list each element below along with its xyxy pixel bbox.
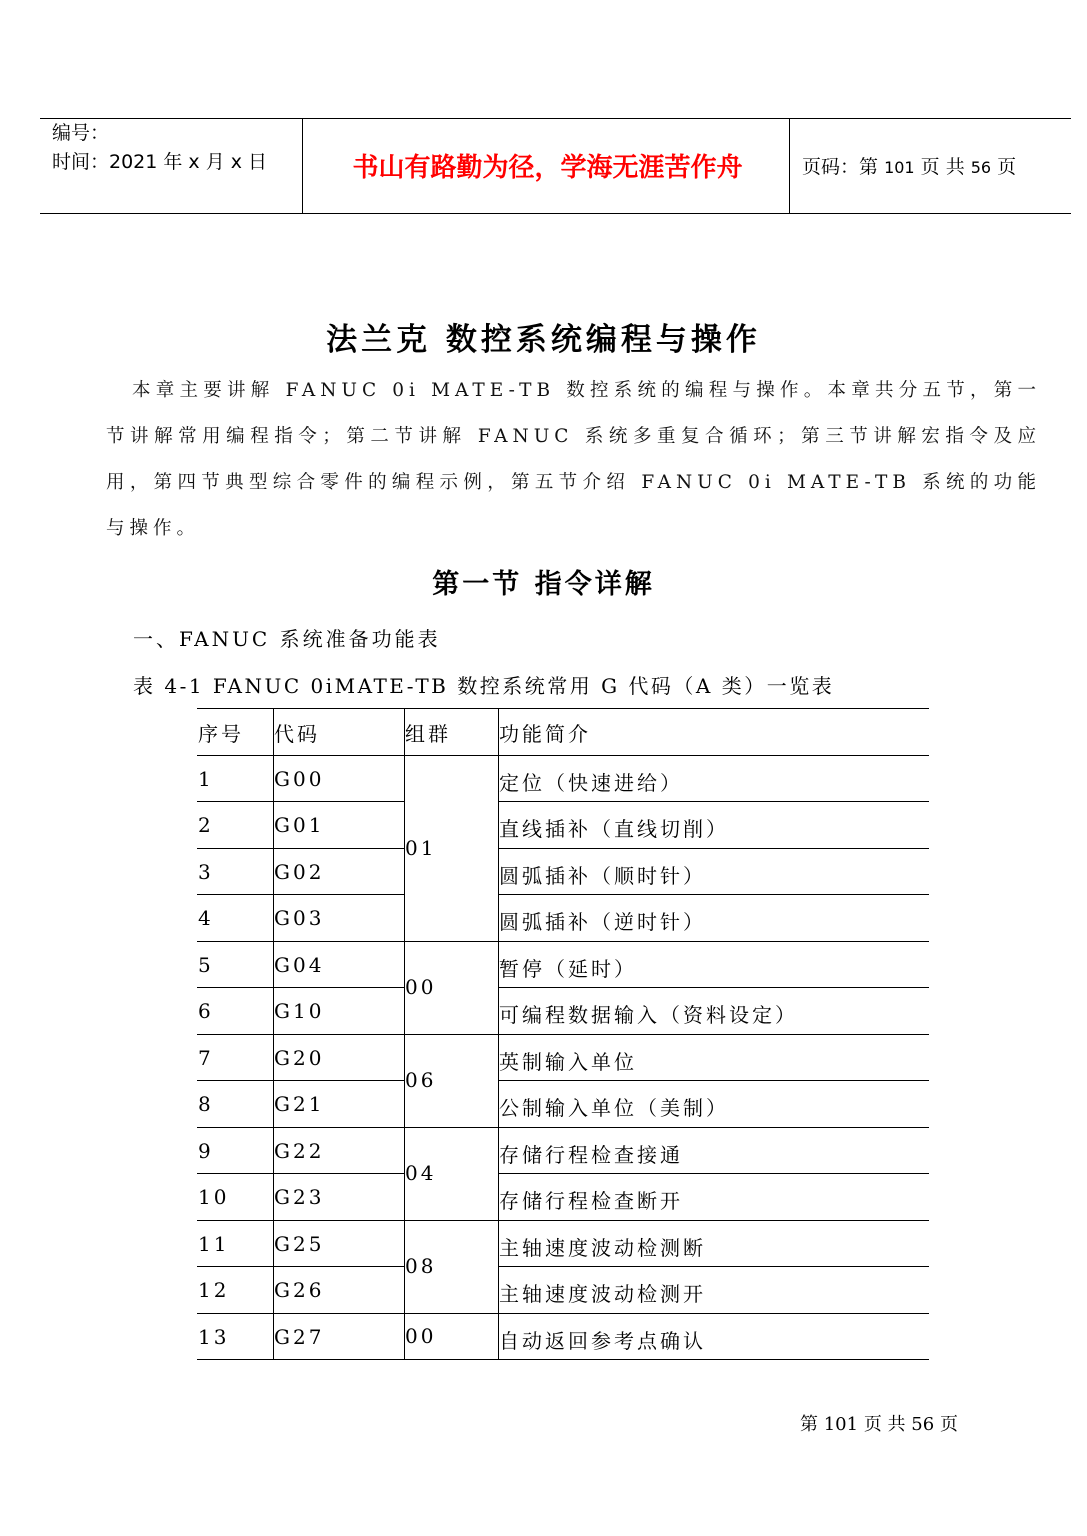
table-cell-desc: 可编程数据输入（资料设定） <box>499 1003 798 1027</box>
subsection-title: 一、FANUC 系统准备功能表 <box>133 627 441 651</box>
table-header-cell: 功能简介 <box>499 722 591 746</box>
header-motto: 书山有路勤为径，学海无涯苦作舟 <box>352 153 743 183</box>
header-meta <box>52 119 267 177</box>
table-cell-code: G26 <box>274 1278 325 1302</box>
table-rule <box>197 801 404 802</box>
table-rule <box>197 1220 929 1221</box>
footer-prefix: 第 <box>800 1414 818 1435</box>
table-rule <box>197 1034 929 1035</box>
page-current: 101 <box>884 158 915 177</box>
table-cell-code: G10 <box>274 999 325 1023</box>
table-rule <box>498 894 929 895</box>
footer-suffix: 页 <box>939 1414 958 1435</box>
table-rule <box>498 801 929 802</box>
table-rule <box>197 1313 929 1314</box>
table-cell-no: 9 <box>198 1138 214 1163</box>
table-cell-code: G00 <box>274 766 325 791</box>
table-rule <box>197 848 404 849</box>
table-cell-code: G21 <box>274 1092 325 1116</box>
page-title: 法兰克 数控系统编程与操作 <box>326 322 761 358</box>
table-cell-no: 8 <box>198 1092 214 1116</box>
section-title: 第一节 指令详解 <box>432 569 655 600</box>
page-total: 56 <box>970 158 992 177</box>
table-cell-no: 7 <box>198 1045 214 1070</box>
footer-total: 56 <box>911 1414 935 1435</box>
table-cell-code: G03 <box>274 906 325 930</box>
table-rule <box>197 1266 404 1267</box>
table-cell-code: G01 <box>274 813 325 837</box>
table-rule <box>498 848 929 849</box>
table-cell-no: 3 <box>198 859 214 884</box>
table-cell-code: G04 <box>274 952 325 977</box>
doc-number-label: 编号： <box>52 122 110 144</box>
page-prefix: 页码：第 <box>802 156 879 178</box>
table-cell-desc: 存储行程检查接通 <box>499 1142 683 1167</box>
table-cell-desc: 自动返回参考点确认 <box>499 1328 706 1353</box>
page-header <box>40 118 1071 214</box>
table-cell-desc: 存储行程检查断开 <box>499 1189 683 1213</box>
table-cell-no: 13 <box>198 1324 230 1349</box>
table-cell-code: G02 <box>274 859 325 884</box>
table-cell-desc: 主轴速度波动检测断 <box>499 1235 706 1260</box>
table-cell-code: G22 <box>274 1138 325 1163</box>
table-cell-code: G25 <box>274 1231 325 1256</box>
table-cell-group: 08 <box>405 1254 437 1278</box>
footer-current: 101 <box>823 1414 859 1435</box>
intro-paragraph: 本章主要讲解 FANUC 0i MATE-TB 数控系统的编程与操作。本章共分五节，第一节讲解常用编程指令；第二节讲解 FANUC 系统多重复合循环；第三节讲解宏指令及应用，第四节典型综合零件的编程示例，第五节介绍 FANUC 0i MATE-TB 系统的功能与操作。 <box>106 380 1041 539</box>
table-rule <box>498 1266 929 1267</box>
table-cell-no: 10 <box>198 1185 230 1209</box>
table-rule <box>197 894 404 895</box>
page-footer <box>800 1410 958 1436</box>
table-cell-code: G20 <box>274 1045 325 1070</box>
date-label: 时间：2021 年 x 月 x 日 <box>52 151 268 173</box>
table-cell-no: 4 <box>198 906 214 930</box>
table-cell-group: 04 <box>405 1161 437 1185</box>
table-rule <box>197 1127 929 1128</box>
g-code-table <box>197 708 929 1360</box>
table-cell-no: 6 <box>198 999 214 1023</box>
table-cell-desc: 直线插补（直线切削） <box>499 817 729 841</box>
header-page-number <box>802 152 1016 179</box>
table-header-cell: 组群 <box>405 722 451 746</box>
table-cell-desc: 定位（快速进给） <box>499 770 683 795</box>
table-rule <box>498 1080 929 1081</box>
table-cell-desc: 英制输入单位 <box>499 1049 637 1074</box>
table-cell-group: 00 <box>405 1323 437 1348</box>
table-cell-no: 1 <box>198 766 214 791</box>
page-mid: 页 共 <box>920 156 965 178</box>
header-divider <box>302 119 303 213</box>
table-cell-code: G23 <box>274 1185 325 1209</box>
table-header-cell: 序号 <box>198 722 244 746</box>
table-rule <box>197 755 929 756</box>
table-cell-group: 06 <box>405 1068 437 1092</box>
table-cell-desc: 暂停（延时） <box>499 956 637 981</box>
page-suffix: 页 <box>997 156 1017 178</box>
table-rule <box>197 941 929 942</box>
table-header-cell: 代码 <box>274 722 320 746</box>
table-rule <box>197 987 404 988</box>
table-cell-no: 12 <box>198 1278 230 1302</box>
table-rule <box>197 1173 404 1174</box>
table-cell-desc: 圆弧插补（逆时针） <box>499 910 706 934</box>
table-rule <box>197 1080 404 1081</box>
table-cell-no: 5 <box>198 952 214 977</box>
table-cell-desc: 公制输入单位（美制） <box>499 1096 729 1120</box>
footer-mid: 页 共 <box>863 1414 906 1435</box>
table-caption: 表 4-1 FANUC 0iMATE-TB 数控系统常用 G 代码（A 类）一览表 <box>133 674 835 698</box>
table-cell-desc: 主轴速度波动检测开 <box>499 1282 706 1306</box>
table-column-rule <box>273 708 274 1359</box>
table-cell-code: G27 <box>274 1324 325 1349</box>
table-rule <box>197 708 929 709</box>
table-cell-group: 01 <box>405 835 437 860</box>
table-rule <box>498 987 929 988</box>
table-cell-no: 11 <box>198 1231 230 1256</box>
table-cell-desc: 圆弧插补（顺时针） <box>499 863 706 888</box>
table-rule <box>498 1173 929 1174</box>
table-cell-group: 00 <box>405 975 437 999</box>
table-rule <box>197 1359 929 1360</box>
table-column-rule <box>498 708 499 1359</box>
table-cell-no: 2 <box>198 813 214 837</box>
